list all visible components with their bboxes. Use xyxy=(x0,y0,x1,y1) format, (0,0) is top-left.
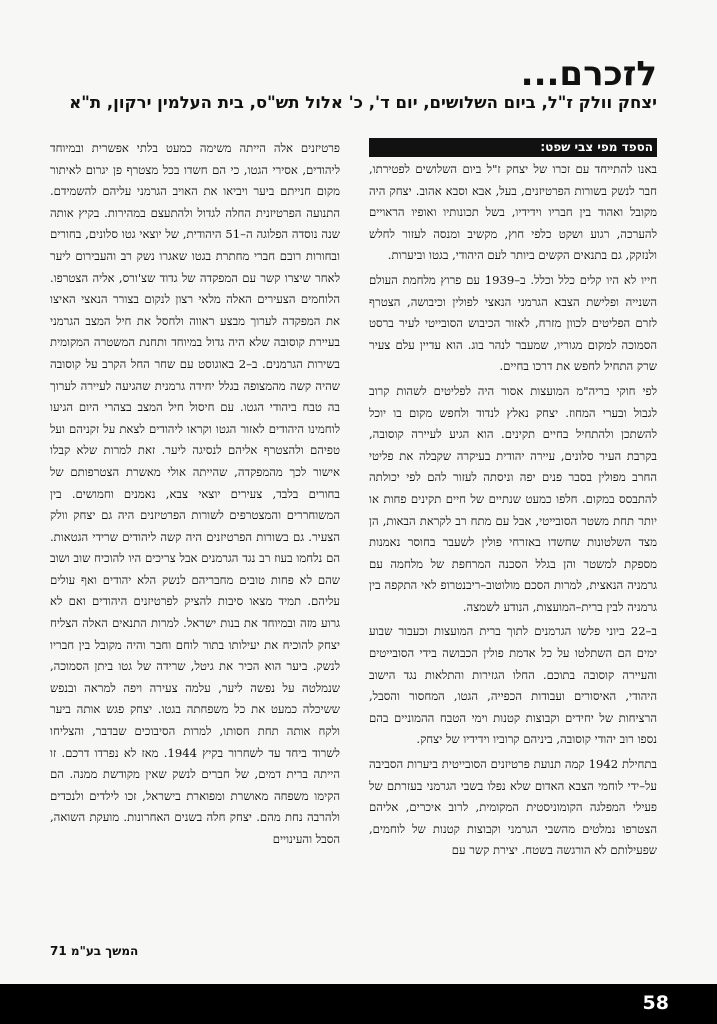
page-subtitle: יצחק וולק ז"ל, ביום השלושים, יום ד', כ' אלול תש"ס, בית העלמין ירקון, ת"א xyxy=(69,93,657,112)
page-title: לזכרם... xyxy=(520,54,657,94)
paragraph: פרטיזנים אלה הייתה משימה כמעט בלתי אפשרית ובמיוחד ליהודים, אסירי הגטו, כי הם חשדו בכל מצטרף פן יגרום לאיתור מקום חנייתם ביער ויביאו את האויב הגרמני עליהם להשמידם. התנועה הפרטיזנית החלה לגדול ולהתעצם במהירות. בקיץ אותה שנה נוסדה הפלוגה ה–51 היהודית, של יוצאי גטו סלונים, בחורים ובחורות רובם חברי מחתרת בגטו שאגרו נשק רב והעבירום ליער לאחר שיצרו קשר עם המפקדה של גדוד שצ'ורס, אליה הצטרפו. הלוחמים הצעירים האלה מלאי רצון לנקום בצורר הנאצי האיצו את המפקדה לערוך מבצע ראווה ולחסל את חיל המצב הגרמני בעיירת קוסובה שלא היה גדול במיוחד ותחנת המשטרה המקומית בשירות הגרמנים. ב–2 באוגוסט עם שחר החל הקרב על קוסובה שהיה קשה מהמצופה בגלל יחידה גרמנית שהגיעה לעיירה לערוך בה טבח ביהודי הגטו. עם חיסול חיל המצב בצהרי היום הגיעו לוחמינו היהודים לאזור הגטו וקראו ליהודים לצאת על זקניהם ועל טפיהם ולהצטרף אליהם לנסיגה ליער. זאת למרות שלא קבלו אישור לכך מהמפקדה, שהייתה אולי מאשרת הצטרפותם של בחורים בלבד, צעירים יוצאי צבא, נאמנים וחמושים. בין המשוחררים והמצטרפים לשורות הפרטיזנים היה גם יצחק וולק הצעיר. גם בשורות הפרטיזנים היה קשה ליהודים שרידי הגטאות. הם נלחמו בעוז רב נגד הגרמנים אבל צריכים היו להוכיח שוב ושוב שהם לא פחות טובים מחבריהם לנשק הלא יהודים ואף עולים עליהם. תמיד מצאו סיבות להציק לפרטיזנים היהודים ואם לא גרוע מזה ובמיוחד את בנות ישראל. למרות התנאים האלה הצליח יצחק להוכיח את יעילותו בתור לוחם וחבר והיה מקובל בין חבריו לנשק. ביער הוא הכיר את גיטל, שרידה של גטו ביתן הסמוכה, שנמלטה על נפשה ליער, עלמה צעירה ויפה למראה ובנפש ששיכלה כמעט את כל משפחתה בגטו. יצחק פגש אותה ביער ולקח אותה תחת חסותו, למרות הסיבוכים שבדבר, והצליחו לשרוד ביחד עד לשחרור בקיץ 1944. מאז לא נפרדו דרכם. זו הייתה ברית דמים, של חברים לנשק שאין מקודשת ממנה. הם הקימו משפחה מאושרת ומפוארת בישראל, זכו לילדים ולנכדים ולהרבה נחת מהם. יצחק חלה בשנים האחרונות. מועקת השואה, הסבל והעינויים xyxy=(50,141,340,846)
paragraph: לפי חוקי בריה"מ המועצות אסור היה לפליטים לשהות קרוב לגבול ובערי המחוז. יצחק נאלץ לנדוד ולחפש מקום בו יוכל להשתכן ולהתחיל בחיים תקינים. הוא הגיע לעיירה קוסובה, בקרבת העיר סלונים, עיירה יהודית בעיקרה שקבלה את פליטי החרב מפולין בסבר פנים יפה וניסתה לעזור להם לפי יכולתה להתבסס במקום. חלפו כמעט שנתיים של חיים תקינים פחות או יותר תחת משטר הסובייטי, אבל עם מתח רב לקראת הבאות, הן מצד השלטונות שחשדו באזרחי פולין לשעבר בחוסר נאמנות מספקת למשטר והן בגלל הסכנה המרחפת של מלחמה עם גרמניה הנאצית, למרות הסכם מולוטוב–ריבנטרופ לאי התקפה בין גרמניה לבין ברית–המועצות, הנודע לשמצה. xyxy=(369,383,657,614)
footer-bar xyxy=(0,984,717,1024)
continued-on-page-note: המשך בע"מ 71 xyxy=(50,944,139,958)
right-column xyxy=(369,138,657,963)
eulogy-heading: הספד מפי צבי שפט: xyxy=(369,138,657,157)
left-column xyxy=(50,138,340,946)
paragraph: באנו להתייחד עם זכרו של יצחק ז"ל ביום השלושים לפטירתו, חבר לנשק בשורות הפרטיזנים, בעל, אבא וסבא אהוב. יצחק היה מקובל ואהוד בין חבריו וידידיו, בשל תכונותיו ואופיו הראויים להערכה, רגוע ושקט כלפי חוץ, מקשיב ומנסה לעזור לחלש ולנזקק, גם בתנאים הקשים ביותר לעם היהודי, בגטו וביערות. xyxy=(369,162,657,263)
page-number: 58 xyxy=(642,992,669,1014)
paragraph: ב–22 ביוני פלשו הגרמנים לתוך ברית המועצות וכעבור שבוע ימים הם השתלטו על כל אדמת פולין הכבושה בידי הסובייטים והעיירה קוסובה בתוכם. החלו הגזירות והתלאות נגד הישוב היהודי, האיסורים ועבודות הכפייה, הגטו, המחסור והסבל, הרציחות של יחידים וקבוצות קטנות וימי הטבח ההמוניים בהם נספו רוב יהודי קוסובה, ביניהם קרוביו וידידיו של יצחק. xyxy=(369,624,657,747)
paragraph: חייו לא היו קלים כלל וכלל. ב–1939 עם פרוץ מלחמת העולם השנייה ופלישת הצבא הגרמני הנאצי לפולין וכיבושה, הצטרף לזרם הפליטים לכוון מזרח, לאזור הכיבוש הסובייטי לעיר ברסט הסמוכה למקום מגוריו, שמעבר לנהר בוג. הוא עדיין עלם צעיר שרק התחיל לחפש את דרכו בחיים. xyxy=(369,272,657,374)
paragraph: בתחילת 1942 קמה תנועת פרטיזנים הסובייטית ביערות הסביבה על–ידי לוחמי הצבא האדום שלא נפלו בשבי הגרמני בעזרתם של פעילי המפלגה הקומוניסטית המקומית, לרוב איכרים, אליהם הצטרפו נמלטים מהשבי הגרמני וקבוצות קטנות של לוחמים, שפעילותם לא הורגשה בשטח. יצירת קשר עם xyxy=(369,757,657,858)
